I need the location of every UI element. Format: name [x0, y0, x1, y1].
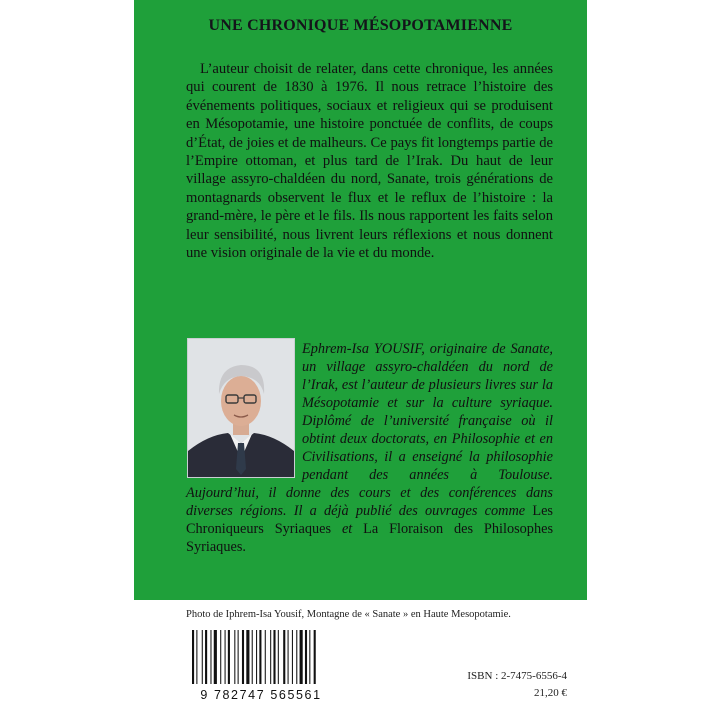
barcode-bar	[283, 630, 285, 684]
barcode-bar	[252, 630, 253, 684]
book-title: UNE CHRONIQUE MÉSOPOTAMIENNE	[208, 17, 513, 34]
barcode-bar	[288, 630, 289, 684]
barcode-bar	[196, 630, 197, 684]
barcode-bar	[246, 630, 249, 684]
barcode-bar	[210, 630, 211, 684]
barcode-bar	[300, 630, 303, 684]
barcode-bar	[314, 630, 316, 684]
barcode-bar	[270, 630, 271, 684]
photo-caption: Photo de Iphrem-Isa Yousif, Montagne de « Sanate » en Haute Mesopotamie.	[186, 609, 511, 620]
barcode-bars	[186, 628, 336, 686]
barcode-bar	[296, 630, 297, 684]
barcode-bar	[259, 630, 261, 684]
barcode-bar	[205, 630, 207, 684]
barcode-bar	[234, 630, 235, 684]
barcode-bar	[225, 630, 226, 684]
barcode-bar	[305, 630, 307, 684]
bio-book-title-2: La Floraison des Philosophes Syriaques	[186, 521, 554, 555]
book-summary: L’auteur choisit de relater, dans cette chronique, les années qui courent de 1830 à 1976. Il nous retrace l’histoire des événements politiques, sociaux et religieux qui se produisent en Mésopotamie, une histoire ponctuée de conflits, de coups d’État, de joies et de malheurs. Ce pays fit longtemps partie de l’Empire ottoman, et plus tard de l’Irak. Du haut de leur village assyro-chaldéen du nord, Sanate, trois générations de montagnards observent le flux et le reflux de l’histoire : la grand-mère, le père et le fils. Ils nous rapportent les faits selon leur sensibilité, nous livrent leurs réflexions et nous donnent une vision originale de la vie et du monde.	[186, 61, 553, 262]
barcode-bar	[273, 630, 275, 684]
barcode-bar	[214, 630, 217, 684]
bio-text: Ephrem-Isa YOUSIF, originaire de Sanate, un village assyro-chaldéen du nord de l’Irak, est l’auteur de plusieurs livres sur la Mésopotamie et sur la culture syriaque. Diplômé de l’université française où il obtint deux doctorats, en Philosophie et en Civilisations, il a enseigné la philosophie pendant des années à Toulouse. Aujourd’hui, il donne des cours et des conférences dans diverses régions. Il a déjà publié des ouvrages comme	[186, 341, 553, 519]
price: 21,20 €	[534, 687, 567, 699]
barcode-bar	[242, 630, 244, 684]
barcode-bar	[278, 630, 279, 684]
barcode-bar	[202, 630, 203, 684]
bio-end: .	[242, 539, 246, 555]
book-back-cover	[134, 0, 587, 720]
isbn: ISBN : 2-7475-6556-4	[467, 670, 567, 682]
barcode-bar	[220, 630, 221, 684]
barcode-bar	[238, 630, 239, 684]
barcode-bar	[228, 630, 230, 684]
barcode-bar	[265, 630, 266, 684]
barcode-bar	[309, 630, 310, 684]
author-biography	[186, 340, 553, 556]
barcode-bar	[292, 630, 293, 684]
bio-book-title-1: Les Chroniqueurs Syriaques	[186, 503, 553, 537]
bio-connector: et	[331, 521, 364, 537]
photo-spacer	[186, 340, 302, 478]
barcode-bar	[192, 630, 194, 684]
barcode-number: 9 782747 565561	[200, 688, 322, 702]
barcode-bar	[256, 630, 257, 684]
